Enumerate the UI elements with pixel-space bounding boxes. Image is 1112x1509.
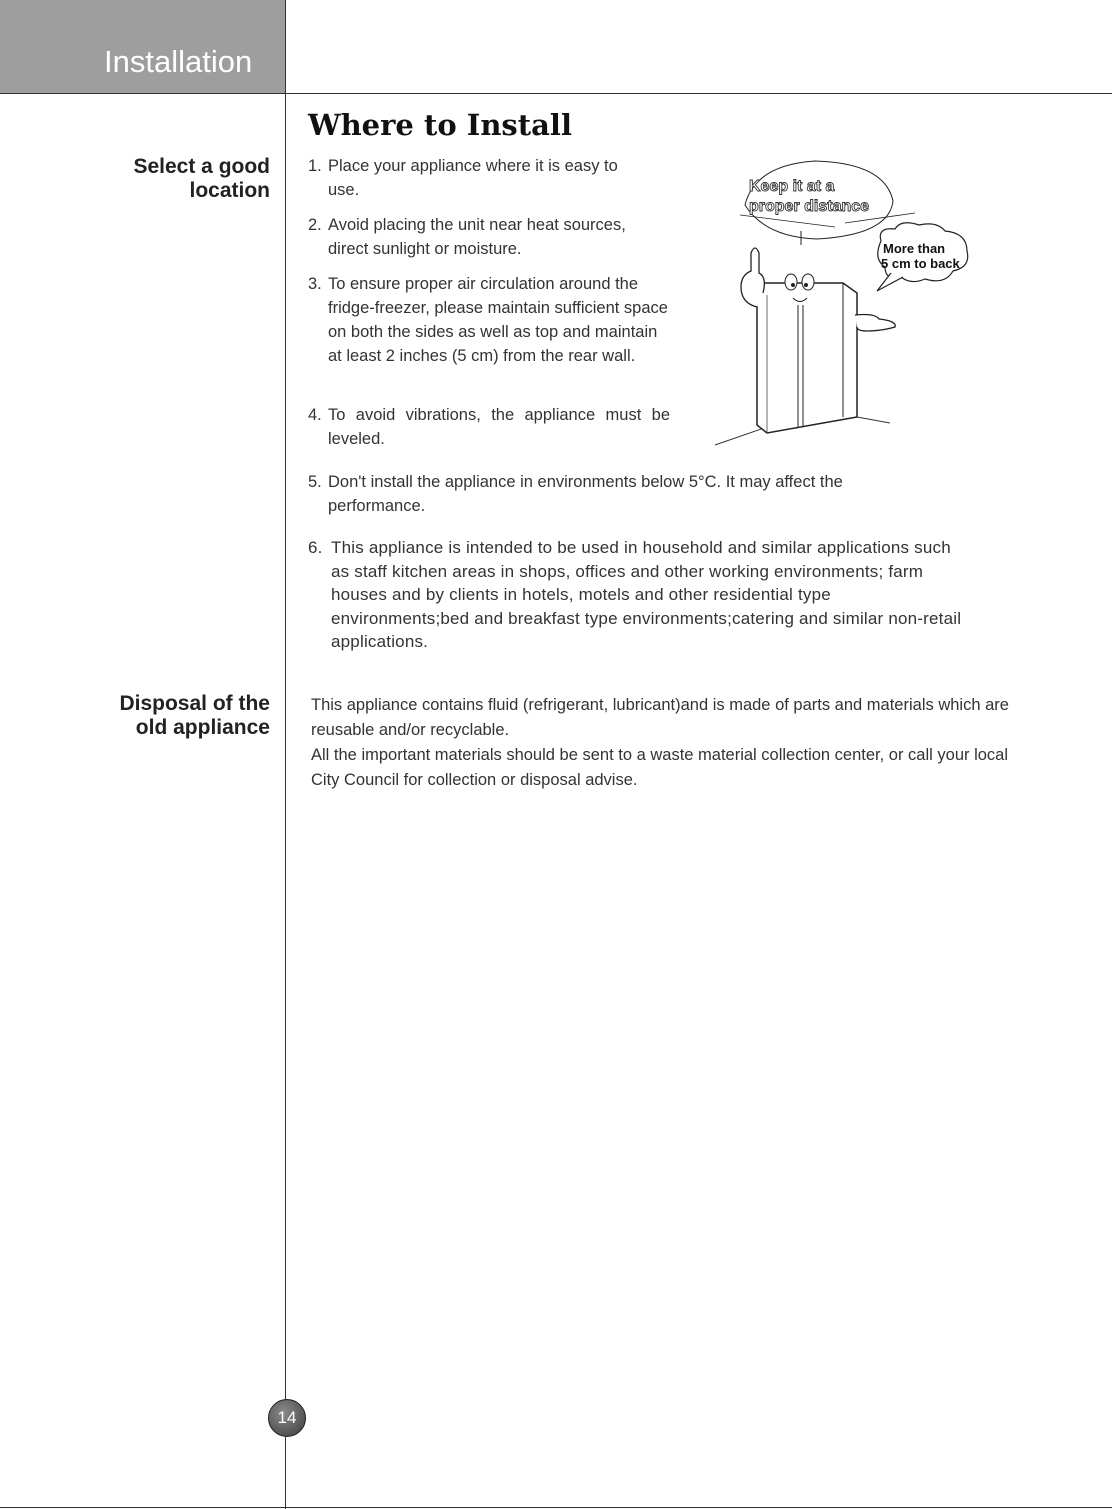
list-item	[308, 536, 968, 654]
fridge-illustration	[705, 155, 1005, 455]
sidebar-label-line: location	[189, 179, 270, 202]
list-item	[308, 154, 653, 202]
bubble-label: More than	[883, 241, 946, 256]
bubble-label: Keep it at a	[749, 178, 835, 195]
section-tab	[0, 0, 285, 93]
section-title: Installation	[104, 44, 253, 79]
sidebar-label-select-location	[133, 155, 270, 203]
column-divider	[285, 0, 286, 1509]
item-number: 5.	[308, 473, 322, 491]
disposal-paragraph: This appliance contains fluid (refrigerant, lubricant)and is made of parts and materials which are reusable and/or recyclable.	[311, 696, 1009, 739]
fridge-cartoon-icon	[705, 155, 1005, 455]
bubble-label: proper distance	[749, 198, 870, 215]
list-item	[308, 272, 670, 368]
item-text: This appliance is intended to be used in household and similar applications such as staff kitchen areas in shops, offices and other working environments; farm houses and by clients in hotels, motels and other residential type environments;bed and breakfast type environments;catering and similar non-retail applications.	[331, 538, 962, 651]
item-number: 2.	[308, 216, 322, 234]
list-item	[308, 213, 663, 261]
sidebar-label-disposal	[119, 692, 270, 740]
item-text: Place your appliance where it is easy to use.	[328, 157, 618, 199]
item-text: Avoid placing the unit near heat sources, direct sunlight or moisture.	[328, 216, 626, 258]
sidebar-label-line: old appliance	[135, 716, 270, 739]
item-text: To avoid vibrations, the appliance must be leveled.	[328, 406, 670, 448]
item-number: 4.	[308, 406, 322, 424]
list-item	[308, 403, 670, 451]
bubble-label: 5 cm to back	[881, 256, 960, 271]
sidebar-label-line: Disposal of the	[119, 692, 270, 715]
item-number: 1.	[308, 157, 322, 175]
page-heading: Where to Install	[308, 108, 572, 142]
list-item	[308, 470, 928, 518]
header-divider	[0, 93, 1112, 94]
item-text: Don't install the appliance in environments below 5°C. It may affect the performance.	[328, 473, 843, 515]
sidebar-label-line: Select a good	[133, 155, 270, 178]
disposal-paragraph: All the important materials should be sent to a waste material collection center, or call your local City Council for collection or disposal advise.	[311, 746, 1009, 789]
item-text: To ensure proper air circulation around the fridge-freezer, please maintain sufficient space on both the sides as well as top and maintain at least 2 inches (5 cm) from the rear wall.	[328, 275, 668, 365]
page-number-badge: 14	[268, 1399, 306, 1437]
footer-divider	[0, 1507, 1112, 1508]
item-number: 3.	[308, 275, 322, 293]
item-number: 6.	[308, 538, 323, 557]
disposal-text	[311, 693, 1031, 793]
